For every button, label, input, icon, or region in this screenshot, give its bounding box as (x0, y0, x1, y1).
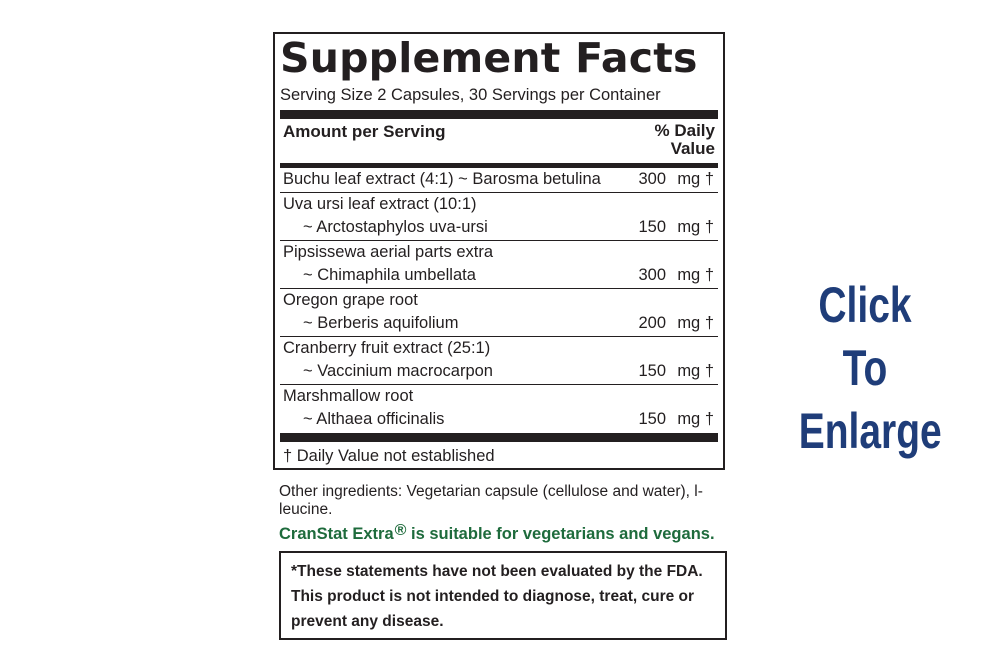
ingredient-amount: 150 (638, 218, 666, 236)
ingredient-name: Oregon grape root (283, 290, 418, 309)
ingredient-name: Marshmallow root (283, 386, 414, 405)
ingredient-row (280, 289, 718, 337)
fda-disclaimer-line1: *These statements have not been evaluated by the FDA. (291, 563, 703, 580)
serving-size: Serving Size 2 Capsules, 30 Servings per Container (280, 86, 661, 104)
ingredient-row (280, 168, 718, 193)
registered-mark: ® (394, 522, 407, 539)
ingredient-name: Pipsissewa aerial parts extra (283, 242, 494, 261)
panel-title: Supplement Facts (280, 34, 698, 82)
thick-divider (280, 110, 718, 119)
ingredient-name: Uva ursi leaf extract (10:1) (283, 194, 477, 213)
ingredient-botanical-name: ~ Berberis aquifolium (303, 314, 459, 332)
ingredient-unit: mg † (677, 410, 714, 428)
fda-disclaimer (279, 551, 727, 640)
ingredient-row (280, 193, 718, 241)
ingredient-botanical-name: ~ Arctostaphylos uva-ursi (303, 218, 488, 236)
ingredient-amount: 200 (638, 314, 666, 332)
ingredient-row (280, 385, 718, 432)
ingredient-unit: mg † (677, 314, 714, 332)
supplement-facts-panel (273, 32, 725, 470)
ingredient-botanical-name: ~ Althaea officinalis (303, 410, 445, 428)
vegetarian-text: is suitable for vegetarians and vegans. (406, 525, 715, 543)
vegetarian-statement (279, 522, 715, 544)
ingredient-unit: mg † (677, 266, 714, 284)
brand-name: CranStat Extra (279, 525, 394, 543)
daily-value-label-line1: % Daily (654, 121, 715, 140)
fda-disclaimer-line2: This product is not intended to diagnose, treat, cure or (291, 588, 695, 605)
ingredient-amount: 150 (638, 410, 666, 428)
daily-value-label (655, 122, 718, 163)
ingredient-name: Buchu leaf extract (4:1) ~ Barosma betulina (283, 170, 601, 188)
other-ingredients: Other ingredients: Vegetarian capsule (cellulose and water), l-leucine. (279, 483, 703, 518)
ingredient-row (280, 337, 718, 385)
ingredient-name: Cranberry fruit extract (25:1) (283, 338, 491, 357)
column-header (280, 119, 718, 163)
ingredient-unit: mg † (677, 170, 714, 188)
amount-per-serving-label: Amount per Serving (283, 122, 446, 141)
click-to-enlarge-line2: Enlarge (798, 403, 942, 459)
thick-divider (280, 433, 718, 442)
daily-value-footnote: † Daily Value not established (283, 446, 495, 465)
click-to-enlarge-line1: Click To (818, 277, 912, 396)
ingredient-botanical-name: ~ Vaccinium macrocarpon (303, 362, 493, 380)
ingredient-unit: mg † (677, 218, 714, 236)
ingredient-row (280, 241, 718, 289)
fda-disclaimer-line3: prevent any disease. (291, 613, 444, 630)
ingredient-amount: 300 (638, 266, 666, 284)
ingredient-unit: mg † (677, 362, 714, 380)
ingredient-botanical-name: ~ Chimaphila umbellata (303, 266, 476, 284)
click-to-enlarge-link[interactable] (798, 274, 942, 463)
ingredient-amount: 300 (638, 170, 666, 188)
ingredient-amount: 150 (638, 362, 666, 380)
daily-value-label-line2: Value (670, 139, 715, 158)
